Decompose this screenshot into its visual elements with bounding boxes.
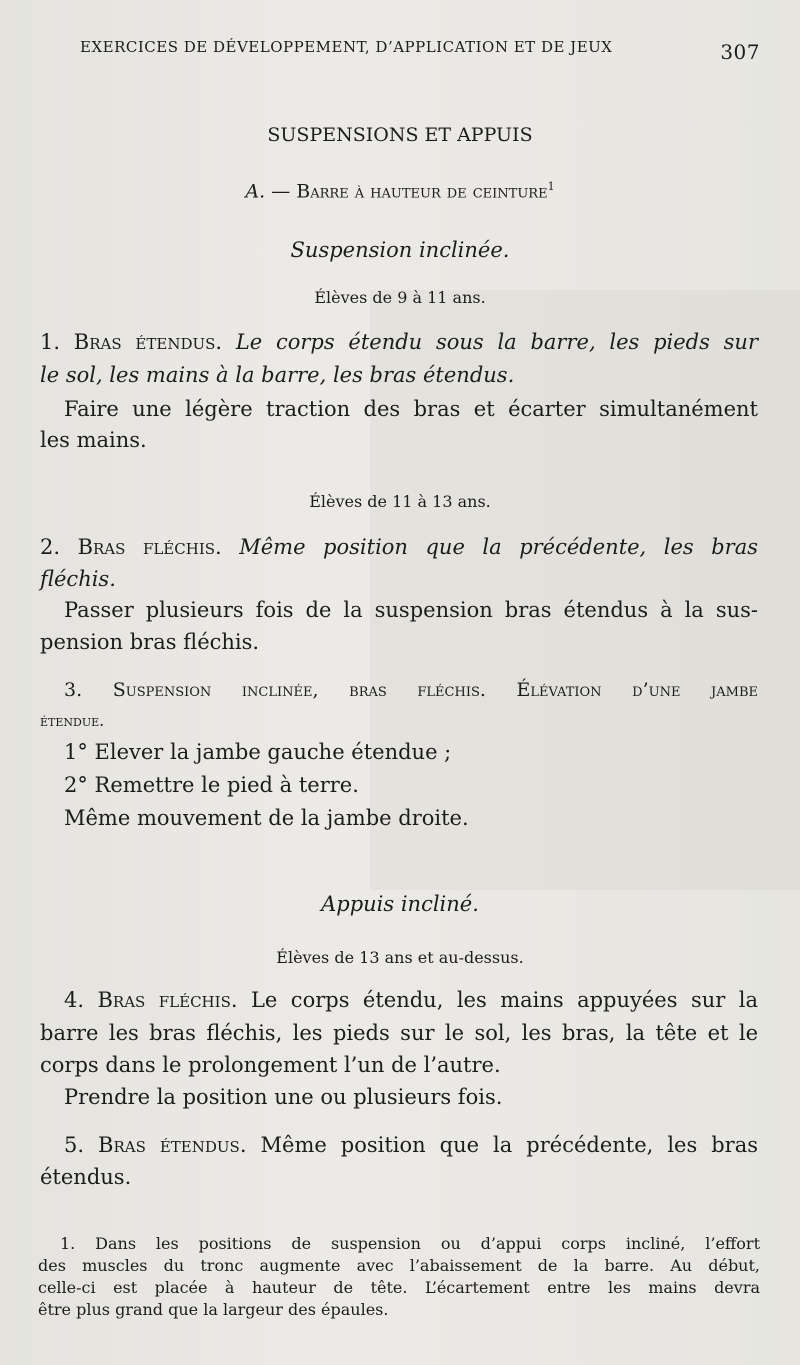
ex2-text-l2: pension bras fléchis.	[40, 630, 260, 654]
ex4-text-l2: barre les bras fléchis, les pieds sur le sol, les bras, la tête et le	[40, 1021, 758, 1045]
subsection-heading	[0, 180, 800, 202]
footnote-ref: 1	[547, 180, 555, 193]
ex2-line1	[40, 535, 758, 559]
ex4-text-l4: Prendre la position une ou plusieurs fois.	[64, 1085, 503, 1109]
page-number: 307	[720, 40, 760, 64]
footnote-l1: 1. Dans les positions de suspension ou d’appui corps incliné, l’effort	[60, 1234, 760, 1253]
ex3-step2: 2° Remettre le pied à terre.	[64, 773, 359, 797]
section-title: SUSPENSIONS ET APPUIS	[267, 124, 533, 146]
ex1-desc-l1: Le corps étendu sous la barre, les pieds sur	[235, 330, 758, 354]
ex2-desc-l2: fléchis.	[40, 567, 116, 591]
group2-title: Appuis incliné.	[321, 892, 479, 916]
ex3-title-l2: étendue.	[40, 711, 105, 730]
group1-ages-a: Élèves de 9 à 11 ans.	[314, 288, 486, 307]
subsection-title: Barre à hauteur de ceinture	[296, 180, 548, 203]
ex2-desc-l1: Même position que la précédente, les bras	[239, 535, 758, 559]
footnote-l2: des muscles du tronc augmente avec l’abaissement de la barre. Au début,	[38, 1256, 760, 1275]
group1-title: Suspension inclinée.	[290, 238, 510, 262]
ex5-line1	[64, 1133, 758, 1157]
ex3-step1: 1° Elever la jambe gauche étendue ;	[64, 740, 452, 764]
ex4-text-l3: corps dans le prolongement l’un de l’autre.	[40, 1053, 501, 1077]
group1-ages-b: Élèves de 11 à 13 ans.	[309, 492, 491, 511]
ex1-text-l1: Faire une légère traction des bras et écarter simultanément	[64, 397, 758, 421]
ex4-text-l1: Le corps étendu, les mains appuyées sur la	[250, 988, 758, 1012]
group2-ages: Élèves de 13 ans et au-dessus.	[276, 948, 524, 967]
ex1-line1	[40, 330, 758, 354]
running-title: EXERCICES DE DÉVELOPPEMENT, D’APPLICATION ET DE JEUX	[80, 38, 613, 56]
ex1-text-l2: les mains.	[40, 428, 147, 452]
footnote-l3: celle-ci est placée à hauteur de tête. L’écartement entre les mains devra	[38, 1278, 760, 1297]
ex1-desc-l2: le sol, les mains à la barre, les bras étendus.	[40, 363, 515, 387]
footnote-l4: être plus grand que la largeur des épaules.	[38, 1300, 389, 1319]
ex5-title: 5. Bras étendus.	[64, 1133, 247, 1157]
ex4-line1	[64, 988, 758, 1012]
ex1-title: 1. Bras étendus.	[40, 330, 223, 354]
ex4-title: 4. Bras fléchis.	[64, 988, 238, 1012]
ex2-title: 2. Bras fléchis.	[40, 535, 222, 559]
subsection-label: A. —	[245, 180, 291, 203]
ex3-title-l1: 3. Suspension inclinée, bras fléchis. Élévation d’une jambe	[64, 679, 758, 701]
ex5-text-l1: Même position que la précédente, les bras	[260, 1133, 759, 1157]
running-header	[80, 38, 760, 64]
ex5-text-l2: étendus.	[40, 1165, 132, 1189]
ex2-text-l1: Passer plusieurs fois de la suspension bras étendus à la sus-	[64, 598, 758, 622]
ex3-step3: Même mouvement de la jambe droite.	[64, 806, 469, 830]
